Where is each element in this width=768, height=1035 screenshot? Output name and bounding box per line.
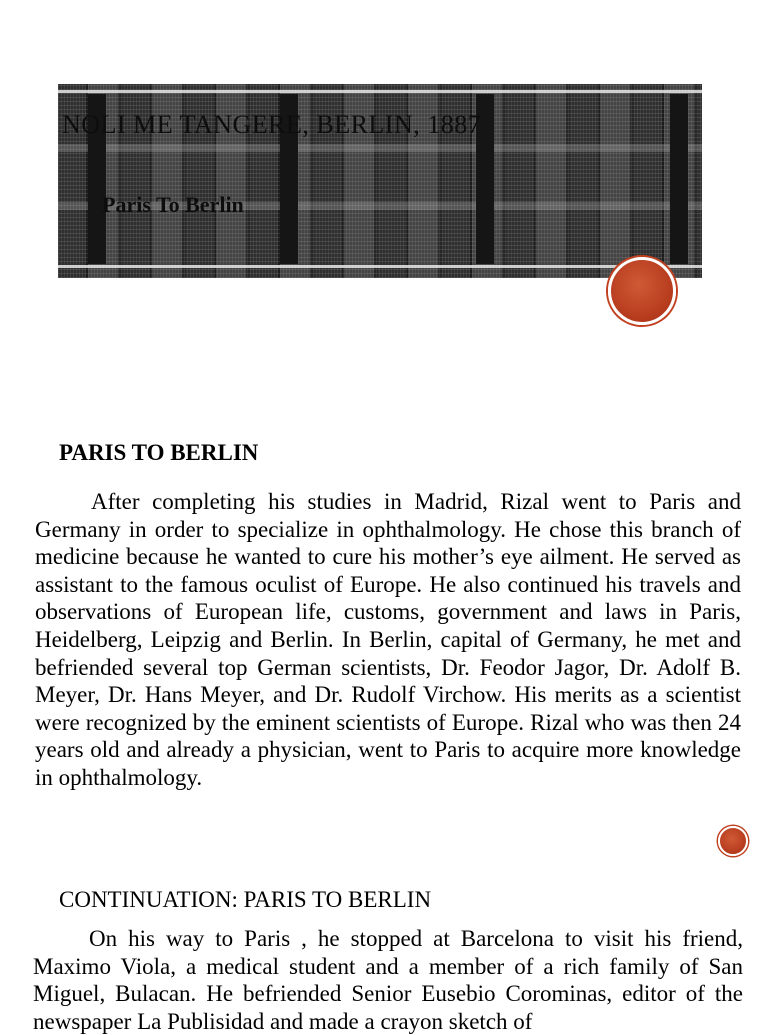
decorative-circle-large	[608, 257, 676, 325]
banner-post	[670, 94, 688, 264]
banner-bottom-rule	[58, 265, 702, 268]
continuation-paragraph: On his way to Paris , he stopped at Barcelona to visit his friend, Maximo Viola, a medical student and a member of a rich family of San Miguel, Bulacan. He befriended Senior Eusebio Corominas, editor of the newspaper La Publisidad and made a crayon sketch of	[33, 926, 743, 1034]
section-paragraph: After completing his studies in Madrid, Rizal went to Paris and Germany in order to specialize in ophthalmology. He chose this branch of medicine because he wanted to cure his mother’s eye ailment. He served as assistant to the famous oculist of Europe. He also continued his travels and observations of European life, customs, government and laws in Paris, Heidelberg, Leipzig and Berlin. In Berlin, capital of Germany, he met and befriended several top German scientists, Dr. Feodor Jagor, Dr. Adolf B. Meyer, Dr. Hans Meyer, and Dr. Rudolf Virchow. His merits as a scientist were recognized by the eminent scientists of Europe. Rizal who was then 24 years old and already a physician, went to Paris to acquire more knowledge in ophthalmology.	[35, 489, 741, 790]
decorative-circle-small	[718, 826, 748, 856]
section-heading: PARIS TO BERLIN	[59, 440, 259, 465]
slide-title: NOLI ME TANGERE, BERLIN, 1887	[62, 110, 482, 139]
title-slide	[0, 0, 768, 390]
continuation-heading: CONTINUATION: PARIS TO BERLIN	[59, 887, 432, 912]
banner-band	[58, 144, 702, 152]
banner-top-rule	[58, 90, 702, 93]
slide-subtitle: Paris To Berlin	[102, 192, 244, 217]
